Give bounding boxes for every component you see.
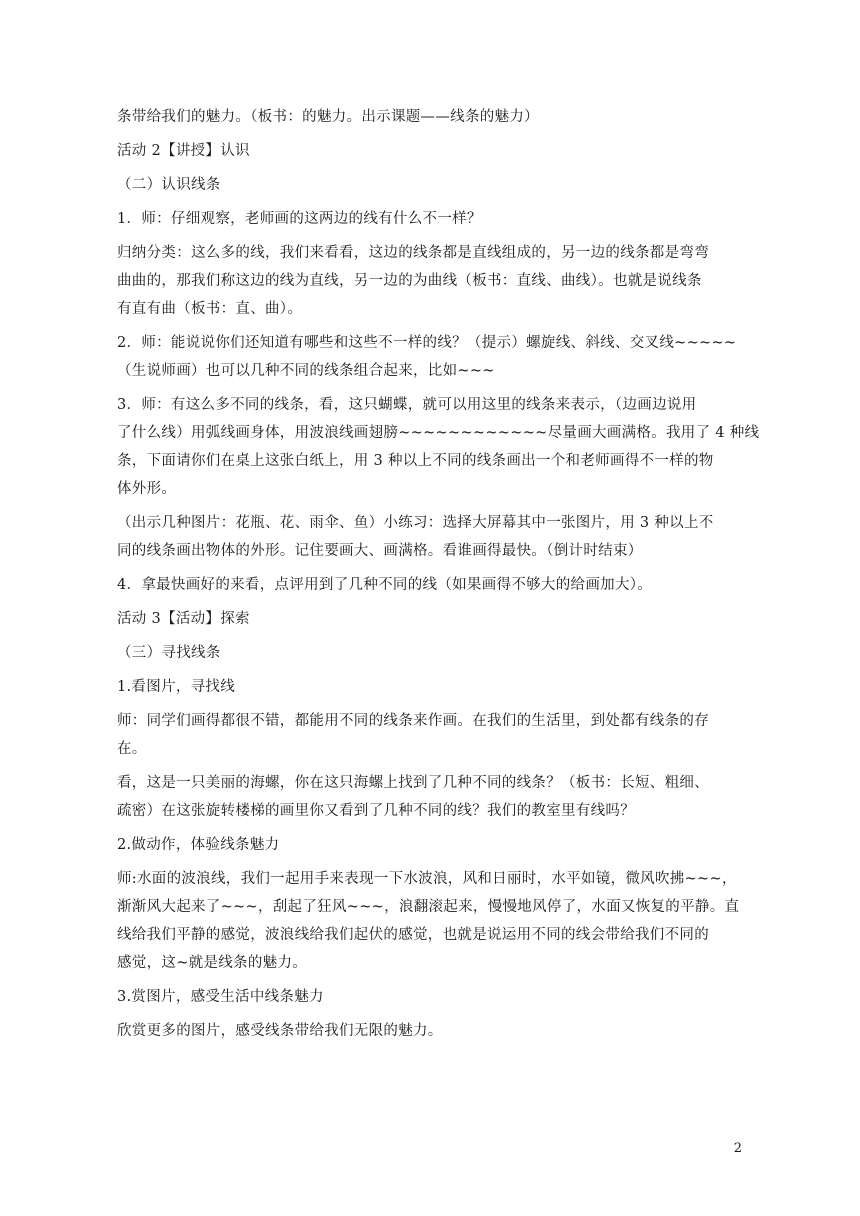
text-line: （生说师画）也可以几种不同的线条组合起来，比如~~~ bbox=[117, 363, 495, 379]
text-line: 3．师：有这么多不同的线条，看，这只蝴蝶，就可以用这里的线条来表示，（边画边说用 bbox=[117, 397, 697, 413]
text-line: 1.看图片，寻找线 bbox=[117, 679, 236, 695]
text-line: 1．师：仔细观察，老师画的这两边的线有什么不一样？ bbox=[117, 211, 482, 227]
text-line: 线给我们平静的感觉，波浪线给我们起伏的感觉，也就是说运用不同的线会带给我们不同的 bbox=[117, 927, 709, 943]
text-line: 看，这是一只美丽的海螺，你在这只海螺上找到了几种不同的线条？（板书：长短、粗细、 bbox=[117, 775, 709, 791]
text-line: 体外形。 bbox=[117, 481, 177, 497]
text-line: 渐渐风大起来了~~~，刮起了狂风~~~，浪翻滚起来，慢慢地风停了，水面又恢复的平静。直 bbox=[117, 899, 740, 915]
text-line: 了什么线）用弧线画身体，用波浪线画翅膀~~~~~~~~~~~~尽量画大画满格。我用了 4 种线 bbox=[117, 425, 760, 441]
text-line: 活动 2【讲授】认识 bbox=[117, 143, 250, 159]
text-line: 师：同学们画得都很不错，都能用不同的线条来作画。在我们的生活里，到处都有线条的存 bbox=[117, 713, 709, 729]
text-line: 师:水面的波浪线，我们一起用手来表现一下水波浪，风和日丽时，水平如镜，微风吹拂~~~， bbox=[117, 871, 737, 887]
text-line: 疏密）在这张旋转楼梯的画里你又看到了几种不同的线？我们的教室里有线吗？ bbox=[117, 803, 635, 819]
text-line: 在。 bbox=[117, 741, 147, 757]
text-line: 条，下面请你们在桌上这张白纸上，用 3 种以上不同的线条画出一个和老师画得不一样的物 bbox=[117, 453, 714, 469]
document-body bbox=[117, 105, 760, 1043]
text-line: 曲曲的，那我们称这边的线为直线，另一边的为曲线（板书：直线、曲线）。也就是说线条 bbox=[117, 273, 702, 289]
text-line: 2．师：能说说你们还知道有哪些和这些不一样的线？（提示）螺旋线、斜线、交叉线~~~~~ bbox=[117, 335, 737, 351]
page-number: 2 bbox=[733, 1141, 742, 1156]
text-line: 活动 3【活动】探索 bbox=[117, 611, 250, 627]
text-line: 欣赏更多的图片，感受线条带给我们无限的魅力。 bbox=[117, 1023, 443, 1039]
text-line: 4．拿最快画好的来看，点评用到了几种不同的线（如果画得不够大的给画加大）。 bbox=[117, 577, 653, 593]
text-line: （三）寻找线条 bbox=[117, 645, 221, 661]
text-line: 归纳分类：这么多的线，我们来看看，这边的线条都是直线组成的，另一边的线条都是弯弯 bbox=[117, 245, 709, 261]
text-line: （二）认识线条 bbox=[117, 177, 221, 193]
text-line: 感觉，这~就是线条的魅力。 bbox=[117, 955, 308, 971]
text-line: （出示几种图片：花瓶、花、雨伞、鱼）小练习：选择大屏幕其中一张图片，用 3 种以上不 bbox=[117, 515, 714, 531]
text-line: 同的线条画出物体的外形。记住要画大、画满格。看谁画得最快。（倒计时结束） bbox=[117, 543, 643, 559]
text-line: 有直有曲（板书：直、曲）。 bbox=[117, 301, 303, 317]
text-line: 3.赏图片，感受生活中线条魅力 bbox=[117, 989, 324, 1005]
text-line: 条带给我们的魅力。（板书：的魅力。出示课题——线条的魅力） bbox=[117, 109, 539, 125]
text-line: 2.做动作，体验线条魅力 bbox=[117, 837, 280, 853]
